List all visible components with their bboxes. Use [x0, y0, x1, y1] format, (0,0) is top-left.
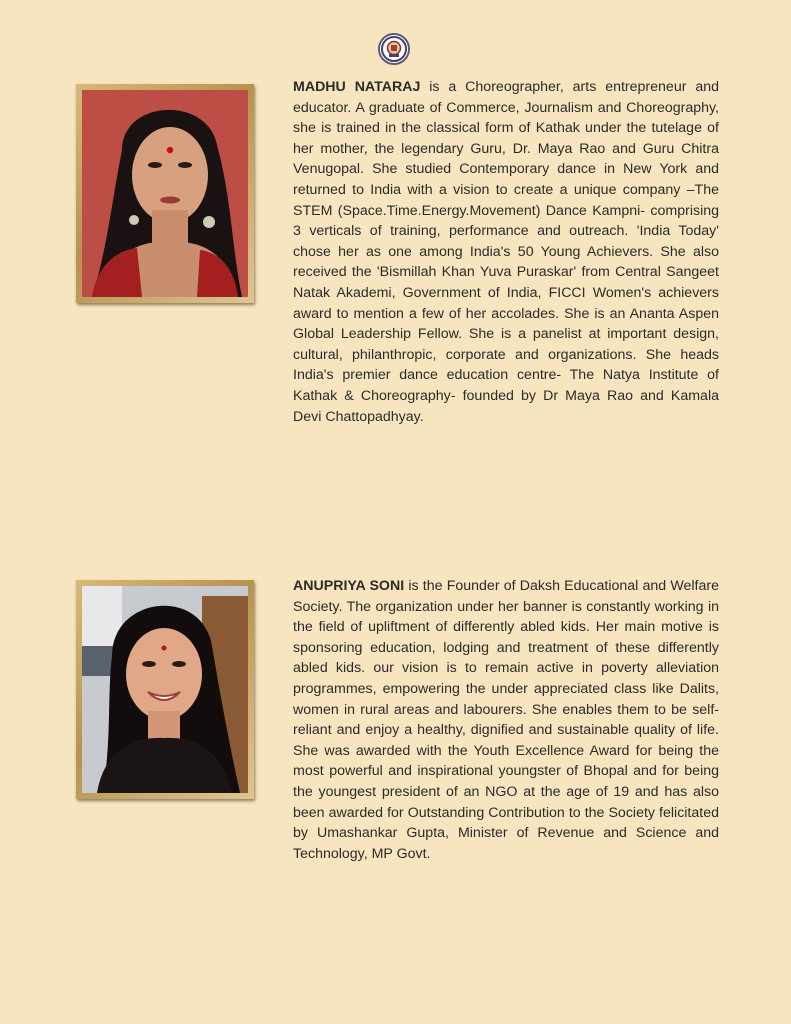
profile-name: ANUPRIYA SONI [293, 578, 405, 594]
profile-photo-anupriya-soni [82, 586, 248, 793]
profile-bio-madhu-nataraj [293, 77, 719, 427]
profile-bio-anupriya-soni [293, 576, 719, 864]
profile-photo-frame-anupriya [76, 580, 254, 799]
profile-bio-text: is the Founder of Daksh Educational and Welfare Society. The organization under her banner is constantly working in the field of upliftment of differently abled kids. Her main motive is sponsoring education, lodging and treatment of these differently abled kids. our vision is to remain active in poverty alleviation programmes, empowering the under appreciated class like Dalits, women in rural areas and labourers. She enables them to be self-reliant and enjoy a healthy, dignified and sustainable quality of life. She was awarded with the Youth Excellence Award for being the most powerful and inspirational youngster of Bhopal and for being the youngest president of an NGO at the age of 19 and has also been awarded for Outstanding Contribution to the Society felicitated by Umashankar Gupta, Minister of Revenue and Science and Technology, MP Govt. [293, 578, 719, 862]
profile-photo-frame-madhu [76, 84, 254, 303]
organization-seal-icon [378, 33, 410, 65]
profile-bio-text: is a Choreographer, arts entrepreneur and educator. A graduate of Commerce, Journalism and Choreography, she is trained in the classical form of Kathak under the tutelage of her mother, the legendary Guru, Dr. Maya Rao and Guru Chitra Venugopal. She studied Contemporary dance in New York and returned to India with a vision to create a unique company –The STEM (Space.Time.Energy.Movement) Dance Kampni- comprising 3 verticals of training, performance and outreach. 'India Today' chose her as one among India's 50 Young Achievers. She also received the 'Bismillah Khan Yuva Puraskar' from Central Sangeet Natak Akademi, Government of India, FICCI Women's achievers award to mention a few of her accolades. She is an Ananta Aspen Global Leadership Fellow. She is a panelist at important design, cultural, philanthropic, corporate and organizations. She heads India's premier dance education centre- The Natya Institute of Kathak & Choreography- founded by Dr Maya Rao and Kamala Devi Chattopadhyay. [293, 79, 719, 425]
profile-photo-madhu-nataraj [82, 90, 248, 297]
profile-name: MADHU NATARAJ [293, 79, 421, 95]
